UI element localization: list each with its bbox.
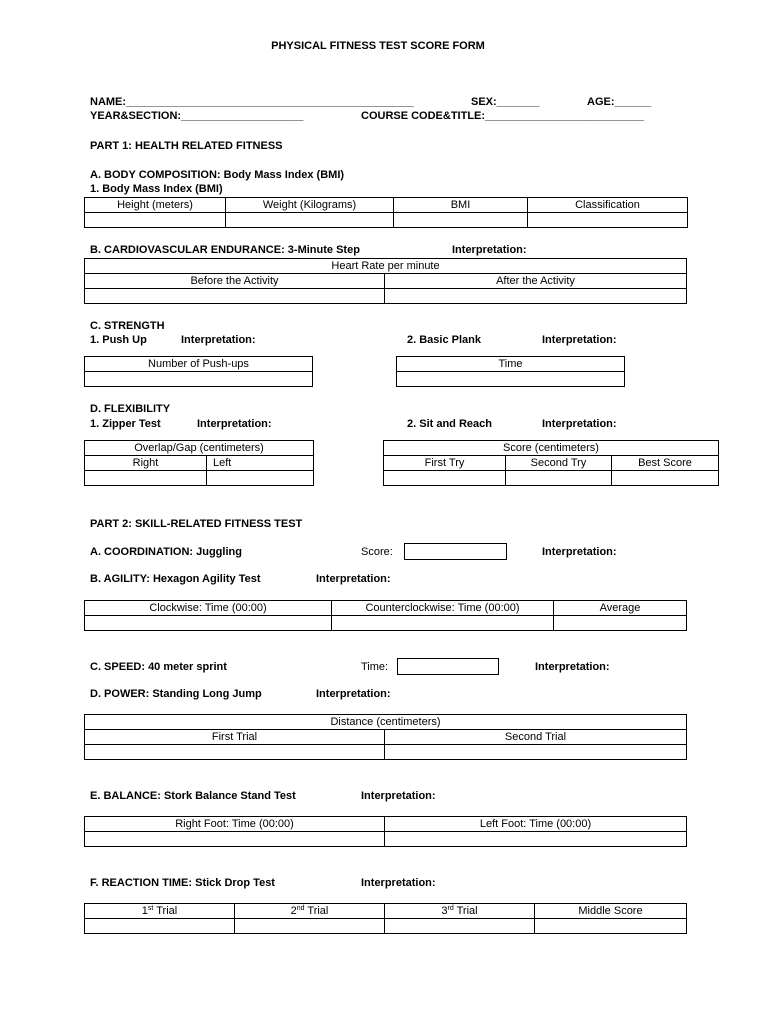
- reaction-interpretation: Interpretation:: [361, 877, 436, 889]
- zipper-interpretation: Interpretation:: [197, 418, 272, 430]
- reaction-title: F. REACTION TIME: Stick Drop Test: [90, 877, 275, 889]
- zipper-subtitle: 1. Zipper Test: [90, 418, 161, 430]
- course-field[interactable]: COURSE CODE&TITLE:__________________________: [361, 110, 645, 122]
- coordination-score-box[interactable]: [404, 543, 507, 560]
- sit-reach-second-cell[interactable]: [506, 471, 612, 486]
- power-first-cell[interactable]: [85, 745, 385, 760]
- bmi-col-classification: Classification: [528, 198, 688, 213]
- power-title: D. POWER: Standing Long Jump: [90, 688, 262, 700]
- reaction-col-trial-3: [385, 904, 535, 919]
- balance-col-right-foot: Right Foot: Time (00:00): [85, 817, 385, 832]
- form-title: PHYSICAL FITNESS TEST SCORE FORM: [271, 40, 485, 52]
- trial-3-number: 3: [441, 904, 448, 917]
- sit-reach-interpretation: Interpretation:: [542, 418, 617, 430]
- push-up-col-count: Number of Push-ups: [85, 357, 313, 372]
- reaction-col-trial-2: [235, 904, 385, 919]
- coordination-title: A. COORDINATION: Juggling: [90, 546, 242, 558]
- reaction-col-trial-1: [85, 904, 235, 919]
- bmi-col-height: Height (meters): [85, 198, 226, 213]
- age-field[interactable]: AGE:______: [587, 96, 652, 108]
- balance-col-left-foot: Left Foot: Time (00:00): [385, 817, 687, 832]
- agility-clockwise-cell[interactable]: [85, 616, 332, 631]
- sit-reach-col-second: Second Try: [506, 456, 612, 471]
- power-second-cell[interactable]: [385, 745, 687, 760]
- bmi-value-cell[interactable]: [394, 213, 528, 228]
- strength-title: C. STRENGTH: [90, 320, 165, 332]
- reaction-middle-cell[interactable]: [535, 919, 687, 934]
- speed-interpretation: Interpretation:: [535, 661, 610, 673]
- plank-col-time: Time: [397, 357, 625, 372]
- year-section-field[interactable]: YEAR&SECTION:____________________: [90, 110, 304, 122]
- bmi-col-weight: Weight (Kilograms): [226, 198, 394, 213]
- trial-2-suffix: nd: [296, 904, 305, 912]
- zipper-group-header: Overlap/Gap (centimeters): [85, 441, 314, 456]
- trial-2-number: 2: [290, 904, 297, 917]
- part1-title: PART 1: HEALTH RELATED FITNESS: [90, 140, 283, 152]
- power-col-first: First Trial: [85, 730, 385, 745]
- sit-reach-col-best: Best Score: [612, 456, 719, 471]
- balance-left-foot-cell[interactable]: [385, 832, 687, 847]
- body-composition-title: A. BODY COMPOSITION: Body Mass Index (BMI): [90, 169, 345, 181]
- part2-title: PART 2: SKILL-RELATED FITNESS TEST: [90, 518, 303, 530]
- sit-reach-col-first: First Try: [384, 456, 506, 471]
- bmi-height-cell[interactable]: [85, 213, 226, 228]
- reaction-trial-1-cell[interactable]: [85, 919, 235, 934]
- trial-1-number: 1: [141, 904, 148, 917]
- push-up-subtitle: 1. Push Up: [90, 334, 147, 346]
- name-field[interactable]: NAME:_______________________________________________: [90, 96, 414, 108]
- trial-3-label: Trial: [453, 904, 478, 917]
- coordination-score-label: Score:: [361, 546, 393, 558]
- sex-field[interactable]: SEX:_______: [471, 96, 540, 108]
- agility-title: B. AGILITY: Hexagon Agility Test: [90, 573, 261, 585]
- trial-1-suffix: st: [147, 904, 154, 912]
- flexibility-title: D. FLEXIBILITY: [90, 403, 171, 415]
- heart-rate-col-before: Before the Activity: [85, 274, 385, 289]
- balance-title: E. BALANCE: Stork Balance Stand Test: [90, 790, 296, 802]
- sit-reach-first-cell[interactable]: [384, 471, 506, 486]
- reaction-trial-3-cell[interactable]: [385, 919, 535, 934]
- plank-subtitle: 2. Basic Plank: [407, 334, 481, 346]
- speed-time-label: Time:: [361, 661, 389, 673]
- bmi-classification-cell[interactable]: [528, 213, 688, 228]
- reaction-table: [84, 903, 687, 934]
- sit-reach-table: [383, 440, 719, 486]
- bmi-subtitle: 1. Body Mass Index (BMI): [90, 183, 223, 195]
- plank-time-cell[interactable]: [397, 372, 625, 387]
- agility-col-counterclockwise: Counterclockwise: Time (00:00): [332, 601, 554, 616]
- agility-counterclockwise-cell[interactable]: [332, 616, 554, 631]
- reaction-trial-2-cell[interactable]: [235, 919, 385, 934]
- sit-reach-group-header: Score (centimeters): [384, 441, 719, 456]
- plank-table: [396, 356, 625, 387]
- speed-title: C. SPEED: 40 meter sprint: [90, 661, 227, 673]
- power-group-header: Distance (centimeters): [85, 715, 687, 730]
- trial-1-label: Trial: [153, 904, 178, 917]
- heart-rate-after-cell[interactable]: [385, 289, 687, 304]
- bmi-col-bmi: BMI: [394, 198, 528, 213]
- heart-rate-before-cell[interactable]: [85, 289, 385, 304]
- zipper-col-left: Left: [207, 456, 314, 471]
- reaction-col-middle: Middle Score: [535, 904, 687, 919]
- zipper-table: [84, 440, 314, 486]
- heart-rate-table: [84, 258, 687, 304]
- balance-table: [84, 816, 687, 847]
- trial-3-suffix: rd: [447, 904, 454, 912]
- sit-reach-subtitle: 2. Sit and Reach: [407, 418, 492, 430]
- zipper-col-right: Right: [85, 456, 207, 471]
- balance-right-foot-cell[interactable]: [85, 832, 385, 847]
- push-up-table: [84, 356, 313, 387]
- zipper-left-cell[interactable]: [207, 471, 314, 486]
- power-col-second: Second Trial: [385, 730, 687, 745]
- push-up-count-cell[interactable]: [85, 372, 313, 387]
- agility-interpretation: Interpretation:: [316, 573, 391, 585]
- agility-col-average: Average: [554, 601, 687, 616]
- heart-rate-col-after: After the Activity: [385, 274, 687, 289]
- power-interpretation: Interpretation:: [316, 688, 391, 700]
- bmi-weight-cell[interactable]: [226, 213, 394, 228]
- push-up-interpretation: Interpretation:: [181, 334, 256, 346]
- power-table: [84, 714, 687, 760]
- speed-time-box[interactable]: [397, 658, 499, 675]
- zipper-right-cell[interactable]: [85, 471, 207, 486]
- agility-col-clockwise: Clockwise: Time (00:00): [85, 601, 332, 616]
- cardio-title: B. CARDIOVASCULAR ENDURANCE: 3-Minute Step: [90, 244, 360, 256]
- cardio-interpretation: Interpretation:: [452, 244, 527, 256]
- agility-average-cell[interactable]: [554, 616, 687, 631]
- sit-reach-best-cell[interactable]: [612, 471, 719, 486]
- bmi-table: [84, 197, 688, 228]
- heart-rate-group-header: Heart Rate per minute: [85, 259, 687, 274]
- balance-interpretation: Interpretation:: [361, 790, 436, 802]
- coordination-interpretation: Interpretation:: [542, 546, 617, 558]
- plank-interpretation: Interpretation:: [542, 334, 617, 346]
- agility-table: [84, 600, 687, 631]
- trial-2-label: Trial: [304, 904, 329, 917]
